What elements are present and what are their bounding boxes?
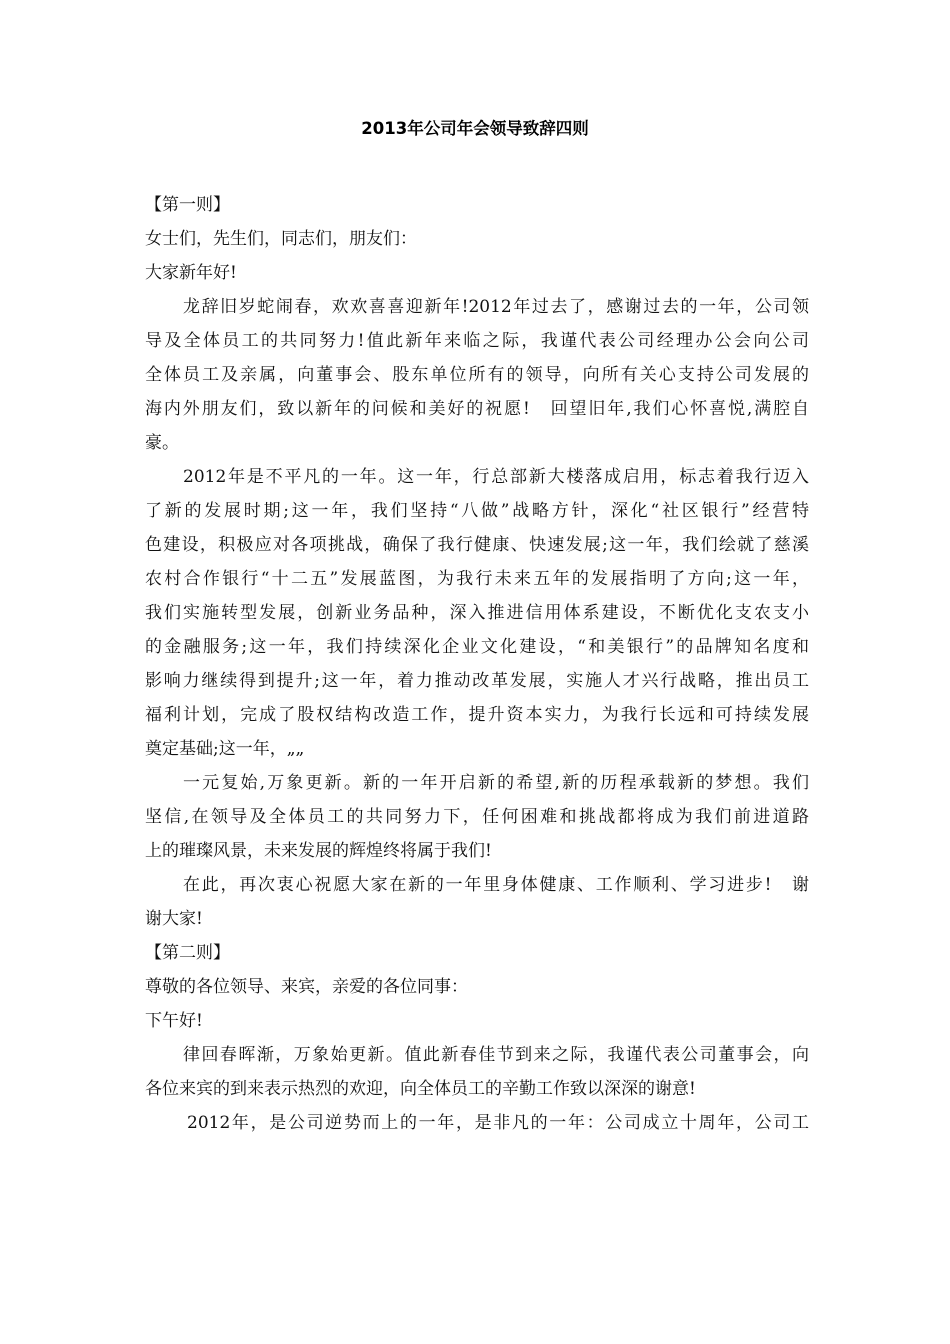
text-line: 下午好! [145, 1011, 203, 1031]
text-line: 一元复始,万象更新。新的一年开启新的希望,新的历程承载新的梦想。我们 [183, 773, 809, 793]
text-line: 各位来宾的到来表示热烈的欢迎，向全体员工的辛勤工作致以深深的谢意! [145, 1079, 696, 1099]
text-line: 律回春晖渐，万象始更新。值此新春佳节到来之际，我谨代表公司董事会，向 [183, 1045, 809, 1065]
text-line: 导及全体员工的共同努力!值此新年来临之际，我谨代表公司经理办公会向公司 [145, 331, 809, 351]
text-line: 龙辞旧岁蛇闹春，欢欢喜喜迎新年!2012年过去了，感谢过去的一年，公司领 [183, 297, 809, 317]
text-line: 大家新年好! [145, 263, 237, 283]
text-line: 海内外朋友们，致以新年的问候和美好的祝愿! 回望旧年,我们心怀喜悦,满腔自 [145, 399, 809, 419]
text-line: 色建设，积极应对各项挑战，确保了我行健康、快速发展;这一年，我们绘就了慈溪 [145, 535, 809, 555]
text-line: 【第一则】 [145, 195, 230, 215]
text-line: 影响力继续得到提升;这一年，着力推动改革发展，实施人才兴行战略，推出员工 [145, 671, 809, 691]
text-line: 福利计划，完成了股权结构改造工作，提升资本实力，为我行长远和可持续发展 [145, 705, 809, 725]
text-line: 我们实施转型发展，创新业务品种，深入推进信用体系建设，不断优化支农支小 [145, 603, 809, 623]
text-line: 农村合作银行“十二五”发展蓝图，为我行未来五年的发展指明了方向;这一年， [145, 569, 809, 589]
text-line: 2012年，是公司逆势而上的一年，是非凡的一年：公司成立十周年，公司工 [187, 1113, 809, 1133]
text-line: 奠定基础;这一年，„„ [145, 739, 305, 759]
text-line: 上的璀璨风景，未来发展的辉煌终将属于我们! [145, 841, 492, 861]
text-line: 【第二则】 [145, 943, 230, 963]
text-line: 的金融服务;这一年，我们持续深化企业文化建设，“和美银行”的品牌知名度和 [145, 637, 809, 657]
text-line: 女士们，先生们，同志们，朋友们： [145, 229, 417, 249]
text-line: 在此，再次衷心祝愿大家在新的一年里身体健康、工作顺利、学习进步! 谢 [183, 875, 809, 895]
document-title: 2013年公司年会领导致辞四则 [361, 119, 589, 138]
document-body [145, 188, 809, 1140]
text-line: 豪。 [145, 433, 179, 453]
text-line: 坚信,在领导及全体员工的共同努力下，任何困难和挑战都将成为我们前进道路 [145, 807, 809, 827]
text-line: 2012年是不平凡的一年。这一年，行总部新大楼落成启用，标志着我行迈入 [183, 467, 809, 487]
text-line: 谢大家! [145, 909, 203, 929]
text-line: 全体员工及亲属，向董事会、股东单位所有的领导，向所有关心支持公司发展的 [145, 365, 809, 385]
text-line: 尊敬的各位领导、来宾，亲爱的各位同事： [145, 977, 468, 997]
text-line: 了新的发展时期;这一年，我们坚持“八做”战略方针，深化“社区银行”经营特 [145, 501, 809, 521]
